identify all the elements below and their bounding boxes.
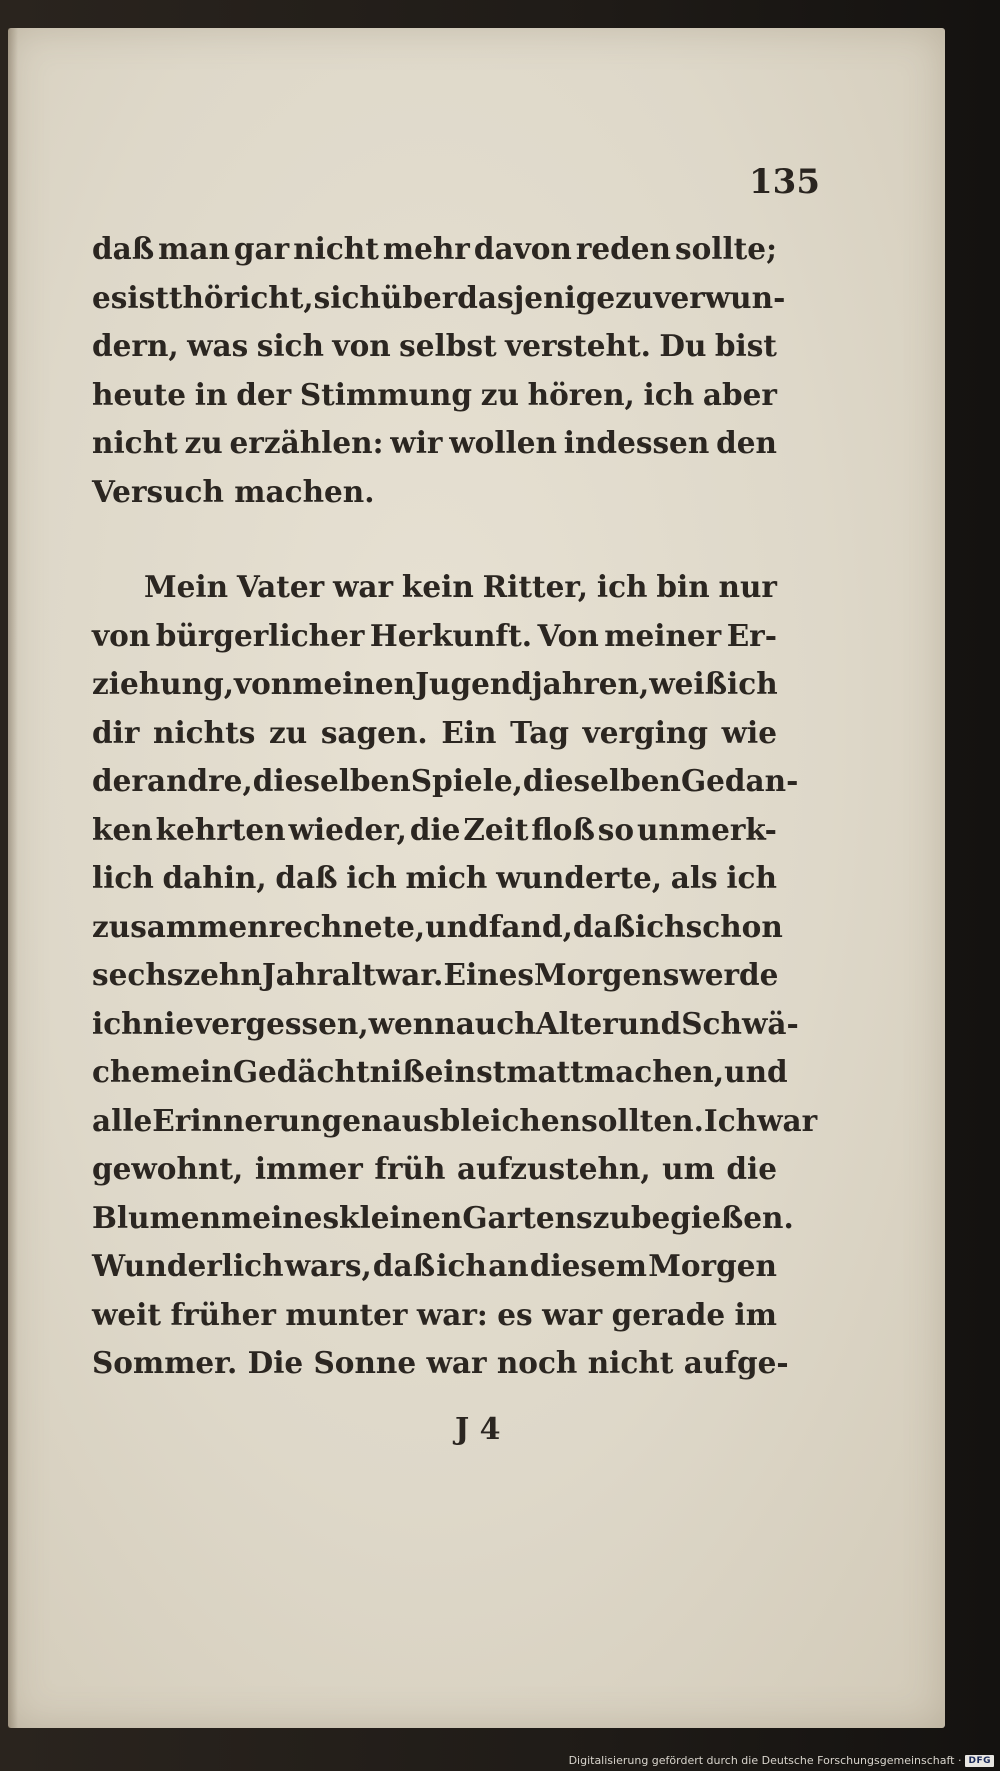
- text-line: Sommer. Die Sonne war noch nicht aufge-: [92, 1345, 789, 1380]
- page-number: 135: [749, 162, 820, 202]
- text-line: Mein Vater war kein Ritter, ich bin nur: [144, 569, 777, 604]
- body-text: [92, 225, 818, 1388]
- signature-mark: J 4: [455, 1412, 501, 1447]
- text-line: ich nie vergessen, wenn auch Alter und Schwä-: [92, 1005, 799, 1041]
- paragraph-gap: [92, 516, 777, 563]
- text-line: daß man gar nicht mehr davon reden sollte;: [92, 231, 777, 266]
- text-line: gewohnt, immer früh aufzustehn, um die: [92, 1151, 777, 1186]
- text-line: dern, was sich von selbst versteht. Du bist: [92, 328, 777, 363]
- text-line: heute in der Stimmung zu hören, ich aber: [92, 376, 777, 412]
- text-line: sechszehn Jahr alt war. Eines Morgens werde: [92, 957, 779, 992]
- text-line: zusammenrechnete, und fand, daß ich schon: [92, 908, 783, 944]
- text-line: von bürgerlicher Herkunft. Von meiner Er-: [92, 617, 777, 653]
- text-line: Versuch machen.: [92, 473, 375, 509]
- text-line: der andre, dieselben Spiele, dieselben Gedan-: [92, 763, 799, 798]
- text-line: che mein Gedächtniß einst matt machen, und: [92, 1054, 788, 1089]
- text-line: Wunderlich wars, daß ich an diesem Morgen: [92, 1248, 777, 1283]
- text-line: ziehung, von meinen Jugendjahren, weiß ich: [92, 666, 778, 701]
- text-line: alle Erinnerungen ausbleichen sollten. Ich war: [92, 1102, 818, 1138]
- text-line: dir nichts zu sagen. Ein Tag verging wie: [92, 714, 777, 750]
- credit-text: Digitalisierung gefördert durch die Deutsche Forschungsgemeinschaft ·: [568, 1754, 962, 1767]
- text-line: weit früher munter war: es war gerade im: [92, 1296, 777, 1332]
- text-line: lich dahin, daß ich mich wunderte, als ich: [92, 860, 777, 895]
- text-line: ken kehrten wieder, die Zeit floß so unmerk-: [92, 811, 777, 847]
- text-line: nicht zu erzählen: wir wollen indessen den: [92, 425, 777, 460]
- text-line: es ist thöricht, sich über dasjenige zu verwun-: [92, 279, 786, 315]
- digitization-credit: [569, 1754, 994, 1767]
- dfg-logo-icon: DFG: [965, 1755, 994, 1767]
- text-line: Blumen meines kleinen Gartens zu begießen.: [92, 1199, 794, 1235]
- page-gutter-shadow: [8, 28, 18, 1728]
